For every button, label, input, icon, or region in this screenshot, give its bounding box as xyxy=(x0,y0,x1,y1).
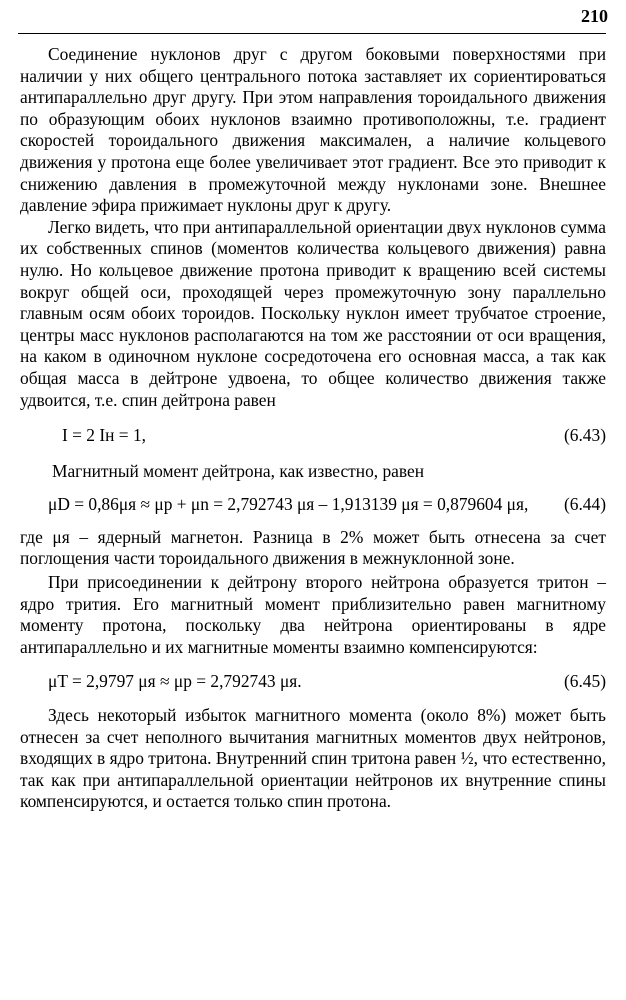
page-number: 210 xyxy=(581,6,608,26)
formula-expression: μT = 2,9797 μя ≈ μp = 2,792743 μя. xyxy=(48,671,302,692)
paragraph-nuclear-magneton: где μя – ядерный магнетон. Разница в 2% может быть отнесена за счет поглощения части тороидального движения в межнуклонной зоне. xyxy=(20,526,606,569)
formula-6-44 xyxy=(20,494,606,516)
paragraph-triton-spin: Здесь некоторый избыток магнитного момента (около 8%) может быть отнесен за счет неполного вычитания магнитных моментов двух нейтронов, входящих в ядро тритона. Внутренний спин тритона равен ½, что естественно, так как при антипараллельной ориентации нейтронов их внутренние спины компенсируются, и остается только спин протона. xyxy=(20,705,606,812)
paragraph-deuteron-spin: Легко видеть, что при антипараллельной ориентации двух нуклонов сумма их собственных спинов (моментов количества кольцевого движения) равна нулю. Но кольцевое движение протона приводит к вращению всей системы вокруг общей оси, проходящей через промежуточную зону параллельно главным осям обоих тороидов. Поскольку нуклон имеет трубчатое строение, центры масс нуклонов располагаются на том же расстоянии от оси вращения, на каком в одиночном нуклоне сосредоточена его основная масса, а так как общая масса в дейтроне удвоена, то общее количество движения также удвоится, т.е. спин дейтрона равен xyxy=(20,216,606,410)
formula-expression: I = 2 Iн = 1, xyxy=(62,425,146,446)
formula-6-45 xyxy=(20,671,606,693)
paragraph-nucleon-bonding: Соединение нуклонов друг с другом боковыми поверхностями при наличии у них общего центрального потока заставляет их сориентироваться антипараллельно друг другу. При этом направления тороидального движения по образующим обоих нуклонов взаимно противоположны, т.е. градиент скоростей тороидального движения максимален, а наличие кольцевого движения у протона еще более увеличивает этот градиент. Все это приводит к снижению давления в промежуточной между нуклонами зоне. Внешнее давление эфира прижимает нуклоны друг к другу. xyxy=(20,44,606,216)
formula-expression: μD = 0,86μя ≈ μp + μn = 2,792743 μя – 1,913139 μя = 0,879604 μя, xyxy=(48,494,529,515)
page-body xyxy=(20,44,606,813)
paragraph-triton: При присоединении к дейтрону второго нейтрона образуется тритон – ядро трития. Его магнитный момент приблизительно равен магнитному моменту протона, поскольку два нейтрона ориентированы в ядре антипараллельно и их магнитные моменты взаимно компенсируются: xyxy=(20,572,606,657)
header-rule xyxy=(18,33,606,34)
formula-6-43 xyxy=(20,425,606,447)
formula-number: (6.45) xyxy=(563,671,606,692)
paragraph-magnetic-moment-intro: Магнитный момент дейтрона, как известно, равен xyxy=(52,460,425,481)
formula-number: (6.43) xyxy=(563,425,606,446)
formula-number: (6.44) xyxy=(563,494,606,515)
